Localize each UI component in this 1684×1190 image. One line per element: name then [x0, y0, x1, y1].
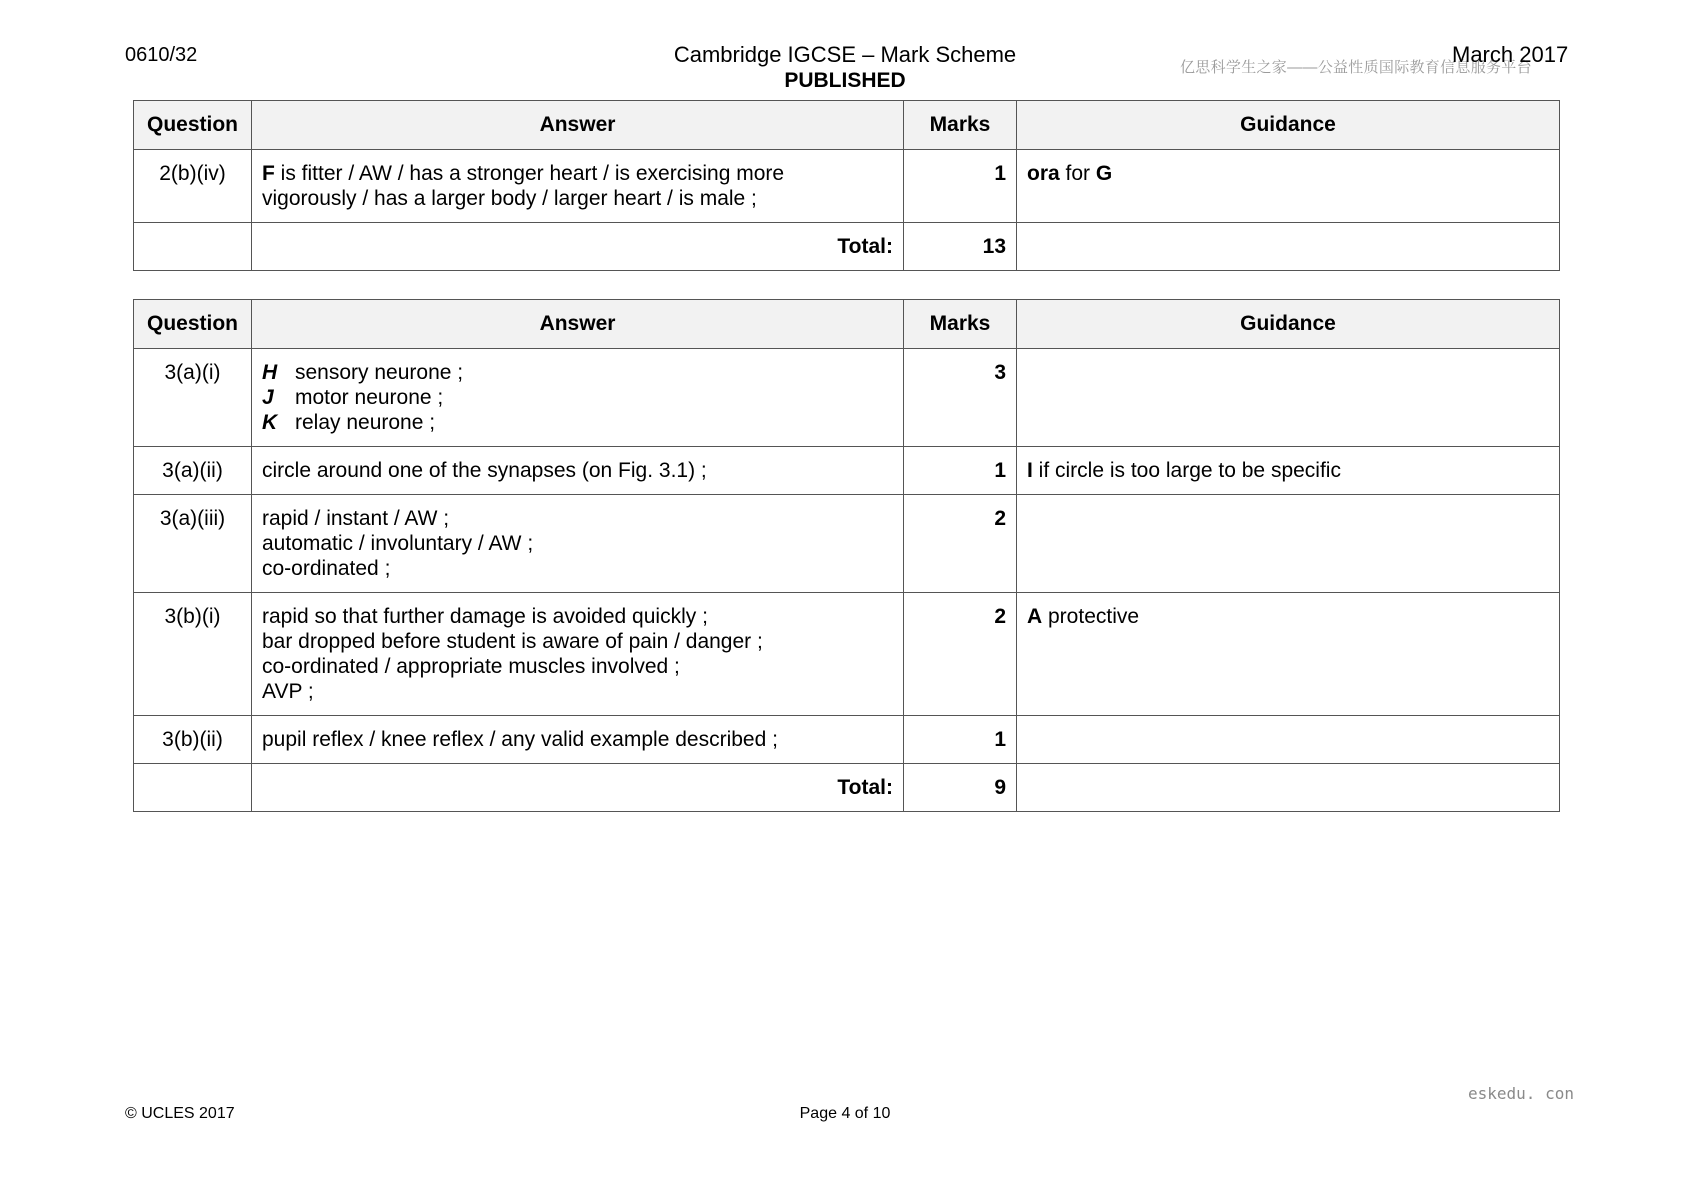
- question-cell: 3(a)(i): [134, 349, 252, 447]
- exam-date: March 2017: [1452, 42, 1569, 67]
- answer-line: co-ordinated ;: [262, 557, 391, 580]
- marks-cell: 1: [904, 150, 1017, 223]
- page-number: Page 4 of 10: [799, 1105, 891, 1122]
- copyright: © UCLES 2017: [125, 1105, 235, 1122]
- total-row: [134, 223, 1560, 271]
- marks-cell: 1: [904, 716, 1017, 764]
- table-row: [134, 593, 1560, 716]
- guidance-text: protective: [1042, 605, 1140, 628]
- table-row: [134, 716, 1560, 764]
- col-guidance: Guidance: [1017, 300, 1560, 349]
- total-label: Total:: [252, 223, 904, 271]
- answer-line: bar dropped before student is aware of pain / danger ;: [262, 630, 763, 653]
- watermark-top: 亿思科学生之家——公益性质国际教育信息服务平台: [1180, 59, 1532, 76]
- table-header-row: [134, 101, 1560, 150]
- paper-code: 0610/32: [125, 44, 198, 66]
- total-label: Total:: [252, 764, 904, 812]
- total-marks: 13: [904, 223, 1017, 271]
- guidance-cell: [1017, 349, 1560, 447]
- col-question: Question: [134, 300, 252, 349]
- table-row: [134, 447, 1560, 495]
- guidance-cell: [1017, 495, 1560, 593]
- marks-cell: 2: [904, 495, 1017, 593]
- guidance-cell: [1017, 593, 1560, 716]
- guidance-bold: I: [1027, 459, 1033, 482]
- answer-cell: [252, 593, 904, 716]
- table-row: [134, 150, 1560, 223]
- published-label: PUBLISHED: [784, 69, 906, 92]
- col-guidance: Guidance: [1017, 101, 1560, 150]
- guidance-cell: [1017, 716, 1560, 764]
- empty-cell: [1017, 223, 1560, 271]
- question-cell: 2(b)(iv): [134, 150, 252, 223]
- question-cell: 3(a)(iii): [134, 495, 252, 593]
- question-cell: 3(b)(i): [134, 593, 252, 716]
- neurone-letter: K: [262, 411, 278, 434]
- col-marks: Marks: [904, 300, 1017, 349]
- table-row: [134, 495, 1560, 593]
- guidance-cell: [1017, 150, 1560, 223]
- marks-cell: 3: [904, 349, 1017, 447]
- guidance-text: if circle is too large to be specific: [1032, 459, 1341, 482]
- table-header-row: [134, 300, 1560, 349]
- question-cell: 3(a)(ii): [134, 447, 252, 495]
- empty-cell: [134, 223, 252, 271]
- answer-line: rapid / instant / AW ;: [262, 507, 450, 530]
- table-row: [134, 349, 1560, 447]
- col-answer: Answer: [252, 300, 904, 349]
- answer-cell: circle around one of the synapses (on Fig. 3.1) ;: [252, 447, 904, 495]
- guidance-bold: ora: [1027, 162, 1060, 185]
- total-row: [134, 764, 1560, 812]
- answer-cell: pupil reflex / knee reflex / any valid example described ;: [252, 716, 904, 764]
- col-marks: Marks: [904, 101, 1017, 150]
- col-answer: Answer: [252, 101, 904, 150]
- question-cell: 3(b)(ii): [134, 716, 252, 764]
- neurone-type: relay neurone ;: [295, 411, 436, 434]
- watermark-bottom: eskedu. con: [1468, 1084, 1574, 1103]
- guidance-cell: [1017, 447, 1560, 495]
- neurone-type: sensory neurone ;: [295, 361, 464, 384]
- guidance-bold: G: [1095, 162, 1113, 185]
- guidance-bold: A: [1027, 605, 1043, 628]
- answer-text: is fitter / AW / has a stronger heart / is exercising more: [274, 162, 785, 185]
- empty-cell: [1017, 764, 1560, 812]
- marks-cell: 2: [904, 593, 1017, 716]
- answer-line: rapid so that further damage is avoided quickly ;: [262, 605, 708, 628]
- guidance-text: for: [1059, 162, 1096, 185]
- neurone-type: motor neurone ;: [295, 386, 444, 409]
- neurone-letter: J: [262, 386, 274, 409]
- col-question: Question: [134, 101, 252, 150]
- mark-scheme-table-q2: [133, 100, 1560, 271]
- answer-cell: [252, 150, 904, 223]
- mark-scheme-table-q3: [133, 299, 1560, 812]
- title-text: Cambridge IGCSE – Mark Scheme: [673, 42, 1017, 67]
- neurone-letter: H: [262, 361, 278, 384]
- total-marks: 9: [904, 764, 1017, 812]
- answer-bold: F: [262, 162, 275, 185]
- marks-cell: 1: [904, 447, 1017, 495]
- answer-line: AVP ;: [262, 680, 314, 703]
- answer-cell: [252, 495, 904, 593]
- answer-line: automatic / involuntary / AW ;: [262, 532, 534, 555]
- answer-cell: [252, 349, 904, 447]
- answer-text: vigorously / has a larger body / larger heart / is male ;: [262, 187, 757, 210]
- empty-cell: [134, 764, 252, 812]
- answer-line: co-ordinated / appropriate muscles involved ;: [262, 655, 680, 678]
